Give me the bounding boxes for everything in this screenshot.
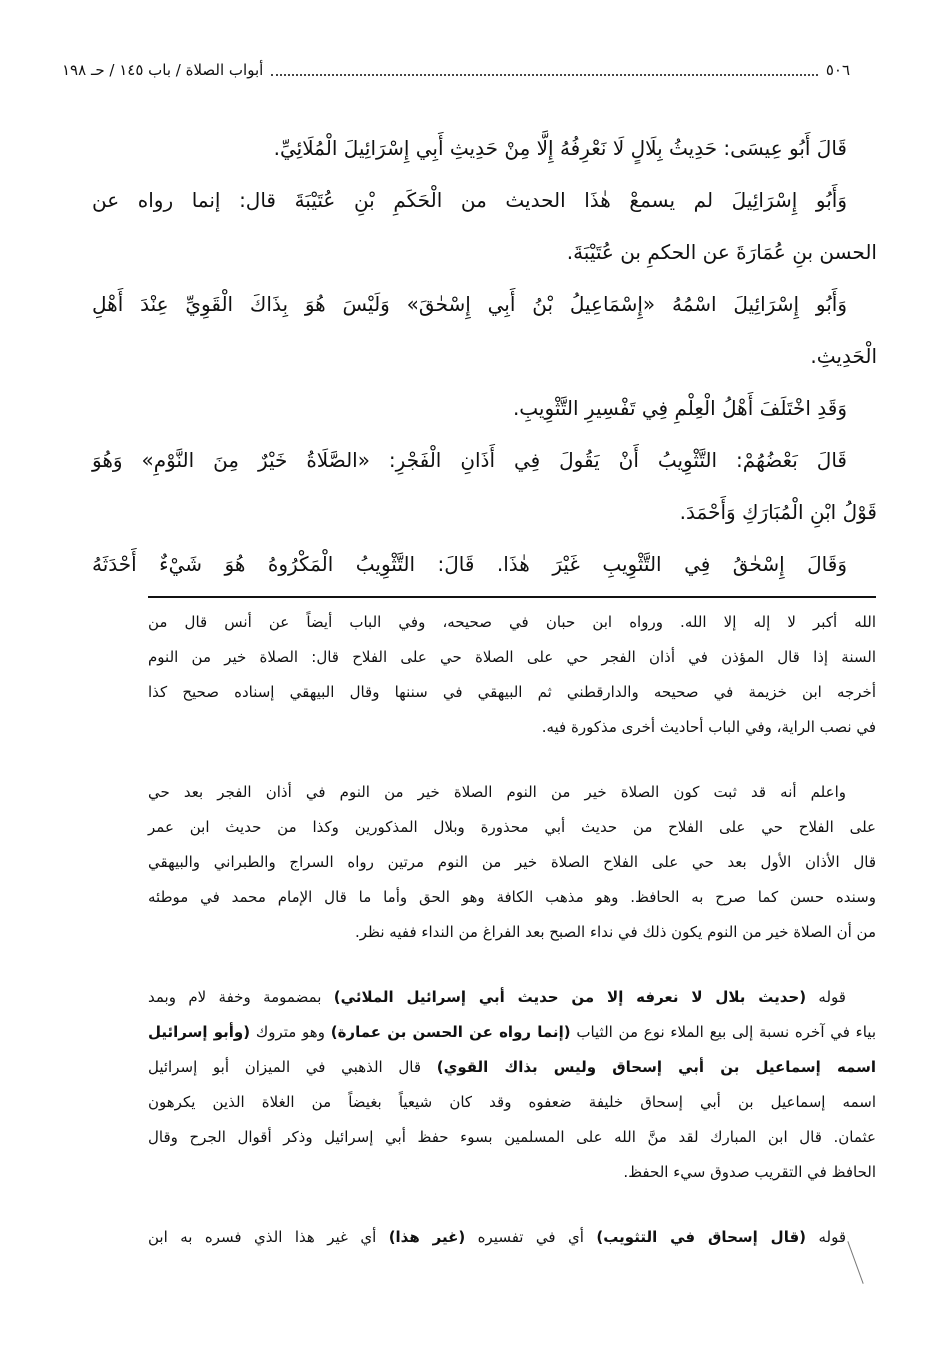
main-text-line: قَالَ أَبُو عِيسَى: حَدِيثُ بِلَالٍ لَا نَعْرِفُهُ إِلَّا مِنْ حَدِيثِ أَبِي إِسْرَائِيلَ الْمُلَائِيِّ. xyxy=(273,136,847,160)
quoted-matn-segment: اسمه إسماعيل بن أبي إسحاق وليس بذاك القوي) xyxy=(436,1058,876,1076)
quoted-matn-segment: (حديث بلال لا نعرفه إلا من حديث أبي إسرائيل الملائي) xyxy=(333,988,807,1006)
main-text-line: وَقَدِ اخْتَلَفَ أَهْلُ الْعِلْمِ فِي تَفْسِيرِ التَّثْوِيبِ. xyxy=(512,396,847,420)
commentary-segment: في نصب الراية، وفي الباب أحاديث أخرى مذكورة فيه. xyxy=(541,718,876,736)
commentary-line xyxy=(148,1015,876,1050)
commentary-paragraph xyxy=(148,775,876,950)
commentary-line xyxy=(148,775,876,810)
commentary-line xyxy=(148,640,876,675)
commentary-segment: قال الذهبي في الميزان أبو إسرائيل xyxy=(148,1058,437,1076)
commentary-segment: الله أكبر لا إله إلا الله. ورواه ابن حبان في صحيحه، وفي الباب أيضاً عن أنس قال من xyxy=(148,613,876,631)
main-text-line: قَالَ بَعْضُهُمْ: التَّثْوِيبُ أَنْ يَقُولَ فِي أَذَانِ الْفَجْرِ: «الصَّلَاةُ خَيْرٌ مِنَ النَّوْمِ» وَهُوَ xyxy=(92,448,847,472)
main-text-line: وَقَالَ إِسْحٰقُ فِي التَّثْوِيبِ غَيْرَ هٰذَا. قَالَ: التَّثْوِيبُ الْمَكْرُوهُ هُوَ شَيْءٌ أَحْدَثَهُ xyxy=(92,552,847,576)
commentary-segment: اسمه إسماعيل بن أبي إسحاق خليفة ضعفوه وقد كان شيعياً بغيضاً من الغلاة الذين يكرهون xyxy=(148,1093,876,1111)
main-text-line: وَأَبُو إِسْرَائِيلَ لم يسمعْ هٰذَا الحديث من الْحَكَمِ بْنِ عُتَيْبَةَ قال: إنما رواه عن xyxy=(92,188,847,212)
quoted-matn-segment: (غير هذا) xyxy=(388,1228,466,1246)
commentary-text xyxy=(148,605,876,1285)
commentary-segment: قوله xyxy=(806,1228,846,1246)
commentary-line xyxy=(148,710,876,745)
commentary-segment: قوله xyxy=(806,988,846,1006)
leader-dots xyxy=(271,64,818,76)
commentary-segment: الحافظ في التقريب صدوق سيء الحفظ. xyxy=(623,1163,876,1181)
commentary-line xyxy=(148,915,876,950)
commentary-line xyxy=(148,1155,876,1190)
running-title: أبواب الصلاة / باب ١٤٥ / حـ ١٩٨ xyxy=(62,61,264,79)
quoted-matn-segment: (وأبو إسرائيل xyxy=(148,1023,251,1041)
footnote-divider xyxy=(148,596,876,598)
commentary-segment: على الفلاح حي على الفلاح من حديث أبي محذورة وبلال المذكورين وكذا من حديث ابن عمر xyxy=(148,818,876,836)
commentary-line xyxy=(148,1085,876,1120)
main-text-line: الحسن بنِ عُمَارَةَ عن الحكمِ بن عُتَيْبَةَ. xyxy=(566,240,877,264)
commentary-segment: عثمان. قال ابن المبارك لقد منَّ الله على المسلمين بسوء حفظ أبي إسرائيل وذكر أقوال الجرح وقال xyxy=(148,1128,876,1146)
commentary-line xyxy=(148,675,876,710)
commentary-segment: السنة إذا قال المؤذن في أذان الفجر حي على الصلاة حي على الفلاح قال: الصلاة خير من النوم xyxy=(148,648,876,666)
main-text-line: الْحَدِيثِ. xyxy=(810,344,877,368)
commentary-segment: بمضمومة وخفة لام وبمد xyxy=(148,988,334,1006)
commentary-segment: وهو متروك xyxy=(250,1023,331,1041)
running-header xyxy=(62,56,850,84)
commentary-line xyxy=(148,1220,876,1255)
commentary-segment: أخرجه ابن خزيمة في صحيحه والدارقطني ثم البيهقي في سننها وقال البيهقي إسناده صحيح كذا xyxy=(148,683,876,701)
page-number: ٥٠٦ xyxy=(825,61,850,79)
commentary-segment: أي في تفسيره xyxy=(465,1228,597,1246)
commentary-segment: قال الأذان الأول بعد حي على الفلاح الصلاة خير من النوم مرتين رواه السراج والطبراني والبيهقي xyxy=(148,853,876,871)
commentary-segment: وسنده حسن كما صرح به الحافظ. وهو مذهب الكافة وهو الحق وأما ما قال الإمام محمد في موطئه xyxy=(148,888,876,906)
commentary-segment: بياء في آخره نسبة إلى بيع الملاء نوع من الثياب xyxy=(570,1023,876,1041)
commentary-line xyxy=(148,810,876,845)
commentary-line xyxy=(148,845,876,880)
commentary-line xyxy=(148,1120,876,1155)
main-text-line: وَأَبُو إِسْرَائِيلَ اسْمُهُ «إِسْمَاعِيلُ بْنُ أَبِي إِسْحٰقَ» وَلَيْسَ هُوَ بِذَاكَ الْقَوِيِّ عِنْدَ أَهْلِ xyxy=(92,292,847,316)
quoted-matn-segment: (قال إسحاق في التثويب) xyxy=(596,1228,806,1246)
quoted-matn-segment: (إنما رواه عن الحسن بن عمارة) xyxy=(330,1023,571,1041)
commentary-line xyxy=(148,880,876,915)
commentary-paragraph xyxy=(148,605,876,745)
commentary-line xyxy=(148,980,876,1015)
commentary-line xyxy=(148,605,876,640)
commentary-line xyxy=(148,1050,876,1085)
commentary-paragraph xyxy=(148,1220,876,1255)
commentary-paragraph xyxy=(148,980,876,1190)
main-text xyxy=(92,122,877,590)
commentary-segment: من أن الصلاة خير من النوم يكون ذلك في نداء الصبح بعد الفراغ من النداء ففيه نظر. xyxy=(355,923,876,941)
commentary-segment: واعلم أنه قد ثبت كون الصلاة خير من النوم الصلاة خير من النوم في أذان الفجر بعد حي xyxy=(148,783,846,801)
commentary-segment: أي غير هذا الذي فسره به ابن xyxy=(148,1228,389,1246)
main-text-line: قَوْلُ ابْنِ الْمُبَارَكِ وَأَحْمَدَ. xyxy=(679,500,877,524)
